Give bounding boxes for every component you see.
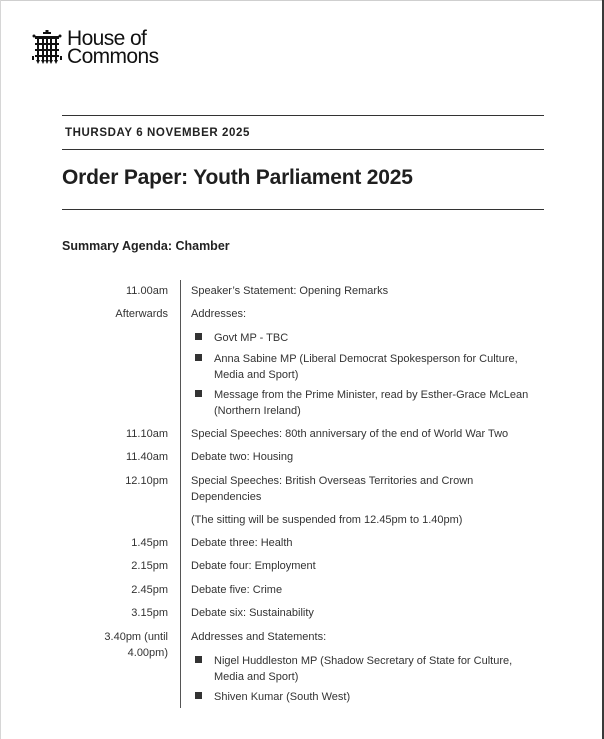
agenda-time: Afterwards <box>115 308 168 320</box>
agenda-item: Debate five: Crime <box>191 584 283 596</box>
logo-wordmark <box>67 27 159 68</box>
bullet-icon <box>195 656 202 663</box>
agenda-note: (The sitting will be suspended from 12.45pm to 1.40pm) <box>191 514 463 526</box>
bullet-icon <box>195 390 202 397</box>
bullet-icon <box>195 333 202 340</box>
agenda-time: 12.10pm <box>125 475 168 487</box>
agenda-time: 11.40am <box>126 451 168 463</box>
agenda-subitem: Govt MP - TBC <box>214 332 289 344</box>
agenda-subitem: Nigel Huddleston MP (Shadow Secretary of State for Culture, Media and Sport) <box>214 655 513 683</box>
agenda-item: Debate three: Health <box>191 537 293 549</box>
agenda-subitem: Anna Sabine MP (Liberal Democrat Spokesperson for Culture, Media and Sport) <box>214 353 518 381</box>
agenda-item: Special Speeches: 80th anniversary of the end of World War Two <box>191 428 509 440</box>
agenda-divider <box>180 280 181 708</box>
agenda-item: Addresses: <box>191 308 247 320</box>
page-title: Order Paper: Youth Parliament 2025 <box>62 166 413 189</box>
agenda-item: Speaker’s Statement: Opening Remarks <box>191 285 389 297</box>
agenda-item: Debate two: Housing <box>191 451 294 463</box>
bullet-icon <box>195 692 202 699</box>
section-heading: Summary Agenda: Chamber <box>62 239 230 253</box>
divider <box>62 149 544 150</box>
bullet-icon <box>195 354 202 361</box>
portcullis-icon <box>32 30 62 64</box>
date-heading: THURSDAY 6 NOVEMBER 2025 <box>65 127 251 139</box>
agenda-subitem: Shiven Kumar (South West) <box>214 691 351 703</box>
agenda-time: 3.40pm (until 4.00pm) <box>104 631 168 659</box>
agenda-item: Debate six: Sustainability <box>191 607 314 619</box>
page-edge <box>0 0 1 739</box>
agenda-time: 11.10am <box>126 428 168 440</box>
agenda-time: 11.00am <box>126 285 168 297</box>
divider <box>62 115 544 116</box>
logo-line: Commons <box>67 45 159 68</box>
agenda-item: Addresses and Statements: <box>191 631 327 643</box>
agenda-item: Debate four: Employment <box>191 560 316 572</box>
agenda-time: 2.15pm <box>131 560 168 572</box>
agenda-time: 3.15pm <box>131 607 168 619</box>
house-of-commons-logo <box>32 27 159 68</box>
logo-line: House of <box>67 27 147 50</box>
agenda-time: 1.45pm <box>131 537 168 549</box>
agenda-time: 2.45pm <box>131 584 168 596</box>
page-edge <box>0 0 604 1</box>
agenda-item: Special Speeches: British Overseas Territories and Crown Dependencies <box>191 475 474 503</box>
divider <box>62 209 544 210</box>
agenda-subitem: Message from the Prime Minister, read by Esther-Grace McLean (Northern Ireland) <box>214 389 529 417</box>
